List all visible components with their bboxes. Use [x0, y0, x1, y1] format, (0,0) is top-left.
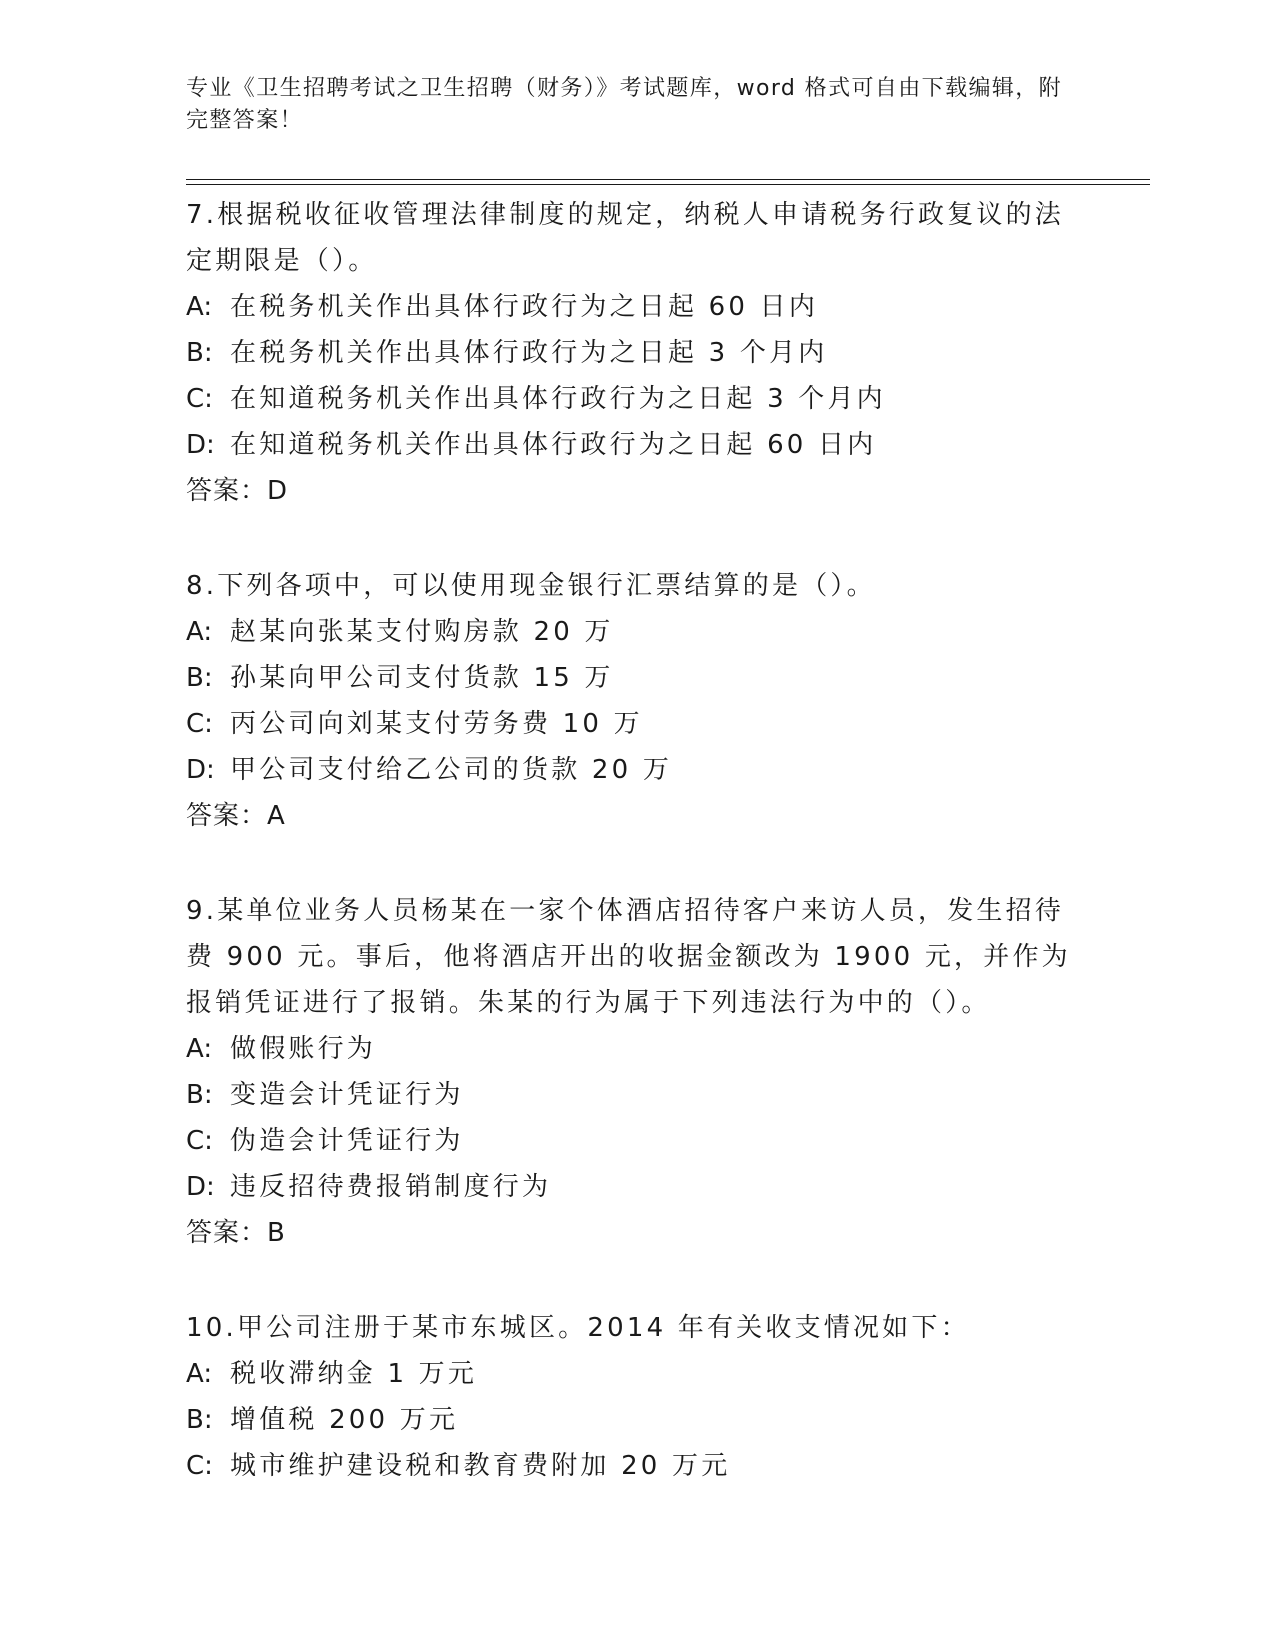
option-a [186, 1026, 1076, 1072]
option-b [186, 1397, 1076, 1443]
option-d [186, 422, 1076, 468]
option-letter: A: [186, 1359, 213, 1389]
option-letter: C: [186, 1451, 213, 1481]
option-letter: C: [186, 709, 213, 739]
answer-line: 答案：D [186, 476, 289, 506]
option-c [186, 1118, 1076, 1164]
option-text: 做假账行为 [230, 1034, 377, 1064]
option-text: 在知道税务机关作出具体行政行为之日起 3 个月内 [230, 384, 886, 414]
question-8 [186, 563, 1076, 839]
option-letter: A: [186, 1034, 213, 1064]
document-header: 专业《卫生招聘考试之卫生招聘（财务）》考试题库，word 格式可自由下载编辑，附完整答案！ [186, 76, 1063, 133]
option-letter: B: [186, 1405, 213, 1435]
question-text: 8.下列各项中，可以使用现金银行汇票结算的是（）。 [186, 571, 876, 601]
option-text: 在知道税务机关作出具体行政行为之日起 60 日内 [230, 430, 877, 460]
option-letter: B: [186, 1080, 213, 1110]
option-text: 城市维护建设税和教育费附加 20 万元 [230, 1451, 731, 1481]
option-text: 税收滞纳金 1 万元 [230, 1359, 478, 1389]
option-text: 违反招待费报销制度行为 [230, 1172, 552, 1202]
option-letter: B: [186, 338, 213, 368]
question-list [186, 192, 1076, 1538]
option-letter: D: [186, 755, 215, 785]
option-letter: B: [186, 663, 213, 693]
option-text: 增值税 200 万元 [230, 1405, 459, 1435]
option-c [186, 376, 1076, 422]
option-a [186, 284, 1076, 330]
option-text: 在税务机关作出具体行政行为之日起 60 日内 [230, 292, 819, 322]
option-text: 孙某向甲公司支付货款 15 万 [230, 663, 614, 693]
option-b [186, 1072, 1076, 1118]
option-text: 伪造会计凭证行为 [230, 1126, 464, 1156]
option-a [186, 1351, 1076, 1397]
option-b [186, 655, 1076, 701]
header-divider-bottom [186, 184, 1150, 185]
option-d [186, 1164, 1076, 1210]
question-7 [186, 192, 1076, 514]
option-a [186, 609, 1076, 655]
option-letter: D: [186, 430, 215, 460]
option-text: 丙公司向刘某支付劳务费 10 万 [230, 709, 643, 739]
option-letter: A: [186, 617, 213, 647]
question-10 [186, 1305, 1076, 1489]
option-b [186, 330, 1076, 376]
option-text: 变造会计凭证行为 [230, 1080, 464, 1110]
option-c [186, 1443, 1076, 1489]
question-text: 9.某单位业务人员杨某在一家个体酒店招待客户来访人员，发生招待费 900 元。事后，他将酒店开出的收据金额改为 1900 元，并作为报销凭证进行了报销。朱某的行为属于下列违法行为中的（）。 [186, 896, 1071, 1018]
option-c [186, 701, 1076, 747]
option-text: 赵某向张某支付购房款 20 万 [230, 617, 614, 647]
question-9 [186, 888, 1076, 1256]
answer-line: 答案：A [186, 801, 286, 831]
option-text: 甲公司支付给乙公司的货款 20 万 [230, 755, 673, 785]
option-letter: C: [186, 1126, 213, 1156]
answer-line: 答案：B [186, 1218, 286, 1248]
option-d [186, 747, 1076, 793]
header-divider-top [186, 179, 1150, 180]
question-text: 10.甲公司注册于某市东城区。2014 年有关收支情况如下： [186, 1313, 970, 1343]
question-text: 7.根据税收征收管理法律制度的规定，纳税人申请税务行政复议的法定期限是（）。 [186, 200, 1065, 276]
option-letter: C: [186, 384, 213, 414]
option-text: 在税务机关作出具体行政行为之日起 3 个月内 [230, 338, 828, 368]
option-letter: D: [186, 1172, 215, 1202]
option-letter: A: [186, 292, 213, 322]
